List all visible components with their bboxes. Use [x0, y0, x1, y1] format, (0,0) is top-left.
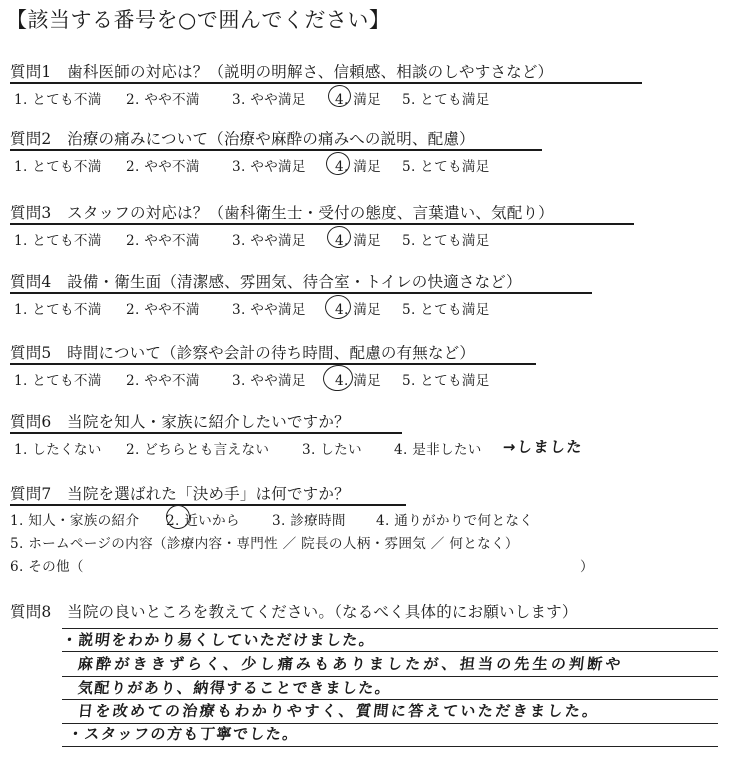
q2-option-5[interactable]: 5. とても満足 — [402, 159, 490, 175]
question-5-underline — [10, 363, 536, 365]
answer-rule-6 — [62, 746, 718, 747]
q6-option-3[interactable]: 3. したい — [302, 442, 362, 458]
q8-answer-line-2: 麻酔がききずらく、少し痛みもありましたが、担当の先生の判断や — [77, 655, 625, 673]
q4-option-1[interactable]: 1. とても不満 — [14, 302, 102, 318]
q6-option-1[interactable]: 1. したくない — [14, 442, 102, 458]
q1-option-4[interactable]: 4. 満足 — [335, 92, 381, 108]
q5-option-4[interactable]: 4. 満足 — [335, 373, 381, 389]
question-3-underline — [10, 223, 634, 225]
q6-option-4[interactable]: 4. 是非したい — [394, 442, 482, 458]
form-heading: 【該当する番号を○で囲んでください】 — [6, 8, 391, 32]
question-3-title: 質問3 スタッフの対応は？（歯科衛生士・受付の態度、言葉遣い、気配り） — [10, 204, 554, 222]
q8-answer-line-4: 日を改めての治療もわかりやすく、質問に答えていただきました。 — [77, 702, 601, 720]
q1-option-1[interactable]: 1. とても不満 — [14, 92, 102, 108]
q7-option-5[interactable]: 5. ホームページの内容（診療内容・専門性 ／ 院長の人柄・雰囲気 ／ 何となく） — [10, 536, 519, 552]
question-6-underline — [10, 432, 402, 434]
q8-answer-line-3: 気配りがあり、納得することできました。 — [77, 679, 393, 697]
q5-option-5[interactable]: 5. とても満足 — [402, 373, 490, 389]
q7-option-1[interactable]: 1. 知人・家族の紹介 — [10, 513, 140, 529]
q1-option-3[interactable]: 3. やや満足 — [232, 92, 306, 108]
q7-option-3[interactable]: 3. 診療時間 — [272, 513, 346, 529]
q2-option-2[interactable]: 2. やや不満 — [126, 159, 200, 175]
question-7-underline — [10, 504, 406, 506]
q7-option-4[interactable]: 4. 通りがかりで何となく — [376, 513, 534, 529]
q5-option-2[interactable]: 2. やや不満 — [126, 373, 200, 389]
q5-option-3[interactable]: 3. やや満足 — [232, 373, 306, 389]
question-8-title: 質問8 当院の良いところを教えてください。（なるべく具体的にお願いします） — [10, 603, 578, 621]
q2-option-3[interactable]: 3. やや満足 — [232, 159, 306, 175]
q3-option-4[interactable]: 4. 満足 — [335, 233, 381, 249]
q1-option-5[interactable]: 5. とても満足 — [402, 92, 490, 108]
q5-option-1[interactable]: 1. とても不満 — [14, 373, 102, 389]
q7-option-6[interactable]: 6. その他（ — [10, 559, 84, 575]
question-5-title: 質問5 時間について（診察や会計の待ち時間、配慮の有無など） — [10, 344, 476, 362]
q7-option-6-close: ） — [580, 559, 594, 575]
question-7-title: 質問7 当院を選ばれた「決め手」は何ですか？ — [10, 485, 350, 503]
q3-option-5[interactable]: 5. とても満足 — [402, 233, 490, 249]
q4-option-3[interactable]: 3. やや満足 — [232, 302, 306, 318]
q2-option-4[interactable]: 4. 満足 — [335, 159, 381, 175]
question-4-underline — [10, 292, 592, 294]
q3-option-1[interactable]: 1. とても不満 — [14, 233, 102, 249]
q4-option-2[interactable]: 2. やや不満 — [126, 302, 200, 318]
q4-option-4[interactable]: 4. 満足 — [335, 302, 381, 318]
q3-option-2[interactable]: 2. やや不満 — [126, 233, 200, 249]
question-1-title: 質問1 歯科医師の対応は？（説明の明解さ、信頼感、相談のしやすさなど） — [10, 63, 554, 81]
q4-option-5[interactable]: 5. とても満足 — [402, 302, 490, 318]
q1-option-2[interactable]: 2. やや不満 — [126, 92, 200, 108]
question-2-title: 質問2 治療の痛みについて（治療や麻酔の痛みへの説明、配慮） — [10, 130, 475, 148]
question-1-underline — [10, 82, 642, 84]
question-6-title: 質問6 当院を知人・家族に紹介したいですか？ — [10, 413, 350, 431]
q7-option-2[interactable]: 2. 近いから — [166, 513, 240, 529]
question-2-underline — [10, 149, 542, 151]
q8-answer-line-5: ・スタッフの方も丁寧でした。 — [67, 725, 300, 743]
q2-option-1[interactable]: 1. とても不満 — [14, 159, 102, 175]
question-4-title: 質問4 設備・衛生面（清潔感、雰囲気、待合室・トイレの快適さなど） — [10, 273, 522, 291]
q8-answer-line-1: ・説明をわかり易くしていただけました。 — [61, 631, 377, 649]
q3-option-3[interactable]: 3. やや満足 — [232, 233, 306, 249]
q6-option-2[interactable]: 2. どちらとも言えない — [126, 442, 270, 458]
q6-handwritten-note: →しました — [502, 438, 584, 456]
